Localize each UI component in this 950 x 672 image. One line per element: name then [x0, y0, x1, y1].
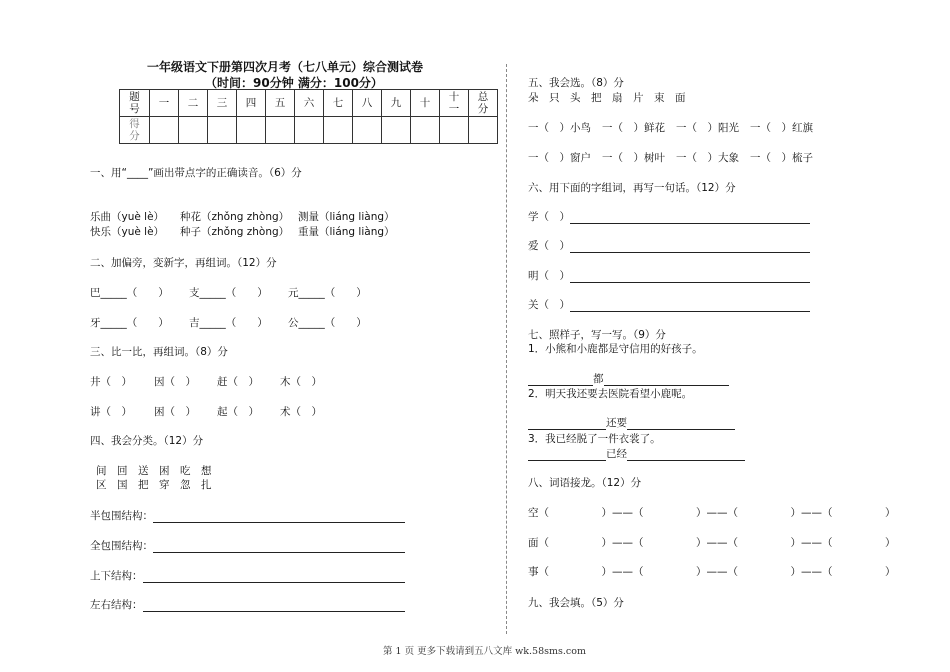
s6-item: [528, 297, 810, 312]
answer-line[interactable]: [570, 282, 810, 283]
s6-item: [528, 268, 810, 283]
table-cell: [440, 90, 469, 117]
s7-example: 2．明天我还要去医院看望小鹿呢。: [528, 388, 693, 400]
table-cell: 七: [324, 90, 353, 117]
s7-fill-row: [528, 415, 735, 430]
table-cell: 九: [382, 90, 411, 117]
section-1-heading: 一、用“____”画出带点字的正确读音。（6）分: [90, 167, 302, 179]
s8-chain-row[interactable]: 事（ ）——（ ）——（ ）——（ ）: [528, 566, 896, 578]
table-cell: 五: [266, 90, 295, 117]
s1-item: 种花（zhǒng zhòng）: [180, 211, 290, 223]
section-7-heading: 七、照样子，写一写。（9）分: [528, 329, 666, 341]
s1-item: 乐曲（yuè lè）: [90, 211, 165, 223]
s3-item[interactable]: 因（ ）: [154, 376, 196, 388]
s6-item-label: 学（ ）: [528, 211, 570, 223]
answer-line[interactable]: [153, 552, 405, 553]
answer-line[interactable]: [627, 429, 735, 430]
table-cell: 三: [208, 90, 237, 117]
s7-fill-word: 还要: [606, 417, 627, 429]
score-cell[interactable]: [237, 117, 266, 144]
table-cell: [120, 117, 150, 144]
answer-line[interactable]: [627, 460, 745, 461]
score-table: [119, 89, 498, 144]
s5-item[interactable]: 一（ ）树叶: [602, 152, 665, 164]
s2-item[interactable]: 元_____（ ）: [288, 287, 367, 299]
s4-category-label: 上下结构：: [90, 570, 143, 582]
s7-fill-row: [528, 371, 729, 386]
s2-item[interactable]: 吉_____（ ）: [189, 317, 268, 329]
s2-item[interactable]: 公_____（ ）: [288, 317, 367, 329]
s3-item[interactable]: 困（ ）: [154, 406, 196, 418]
answer-line[interactable]: [528, 429, 606, 430]
s6-item-label: 明（ ）: [528, 270, 570, 282]
answer-line[interactable]: [143, 582, 405, 583]
s2-item[interactable]: 巴_____（ ）: [90, 287, 169, 299]
s3-item[interactable]: 井（ ）: [90, 376, 132, 388]
s7-fill-word: 都: [593, 373, 604, 385]
s7-fill-word: 已经: [606, 448, 627, 460]
section-4-heading: 四、我会分类。（12）分: [90, 435, 204, 447]
s5-item[interactable]: 一（ ）大象: [676, 152, 739, 164]
score-table-score-row: [120, 117, 498, 144]
s7-example: 3．我已经脱了一件衣裳了。: [528, 433, 661, 445]
s3-item[interactable]: 讲（ ）: [90, 406, 132, 418]
page-footer: 第 1 页 更多下载请到五八文库 wk.58sms.com: [383, 646, 586, 657]
table-cell: 十: [411, 90, 440, 117]
s6-item-label: 爱（ ）: [528, 240, 570, 252]
section-8-heading: 八、词语接龙。（12）分: [528, 477, 642, 489]
s4-category-label: 半包围结构：: [90, 510, 153, 522]
s4-chars-row: 间 回 送 困 吃 想: [96, 465, 212, 477]
s2-item[interactable]: 牙_____（ ）: [90, 317, 169, 329]
table-cell: [469, 90, 498, 117]
column-divider: [506, 64, 507, 634]
cell-text: 得分: [129, 118, 140, 142]
s7-fill-row: [528, 446, 745, 461]
s2-item[interactable]: 支_____（ ）: [189, 287, 268, 299]
s5-item[interactable]: 一（ ）小鸟: [528, 122, 591, 134]
s4-chars-row: 区 国 把 穿 忽 扎: [96, 479, 212, 491]
s3-item[interactable]: 木（ ）: [280, 376, 322, 388]
table-cell: 四: [237, 90, 266, 117]
s1-item: 测量（liáng liàng）: [298, 211, 395, 223]
s4-category-label: 全包围结构：: [90, 540, 153, 552]
table-cell: 八: [353, 90, 382, 117]
s8-chain-row[interactable]: 面（ ）——（ ）——（ ）——（ ）: [528, 537, 896, 549]
section-5-heading: 五、我会选。（8）分: [528, 77, 624, 89]
s6-item-label: 关（ ）: [528, 299, 570, 311]
score-cell[interactable]: [411, 117, 440, 144]
s7-example: 1．小熊和小鹿都是守信用的好孩子。: [528, 343, 703, 355]
s4-category: [90, 597, 405, 612]
s5-item[interactable]: 一（ ）红旗: [750, 122, 813, 134]
score-cell[interactable]: [440, 117, 469, 144]
s5-item[interactable]: 一（ ）鲜花: [602, 122, 665, 134]
answer-line[interactable]: [153, 522, 405, 523]
score-cell[interactable]: [382, 117, 411, 144]
s3-item[interactable]: 赶（ ）: [217, 376, 259, 388]
score-cell[interactable]: [208, 117, 237, 144]
score-cell[interactable]: [150, 117, 179, 144]
s1-item: 种子（zhǒng zhòng）: [180, 226, 290, 238]
cell-text: 题号: [129, 91, 140, 115]
score-cell[interactable]: [179, 117, 208, 144]
answer-line[interactable]: [570, 252, 810, 253]
s3-item[interactable]: 起（ ）: [217, 406, 259, 418]
answer-line[interactable]: [143, 611, 405, 612]
s1-item: 快乐（yuè lè）: [90, 226, 165, 238]
page-title: 一年级语文下册第四次月考（七八单元）综合测试卷: [147, 60, 424, 74]
s4-category: [90, 508, 405, 523]
s6-item: [528, 209, 810, 224]
score-cell[interactable]: [469, 117, 498, 144]
section-2-heading: 二、加偏旁，变新字，再组词。（12）分: [90, 257, 277, 269]
table-cell: [120, 90, 150, 117]
answer-line[interactable]: [528, 460, 606, 461]
section-3-heading: 三、比一比，再组词。（8）分: [90, 346, 228, 358]
s5-item[interactable]: 一（ ）阳光: [676, 122, 739, 134]
answer-line[interactable]: [570, 311, 810, 312]
s4-category: [90, 538, 405, 553]
cell-text: 十一: [448, 91, 460, 115]
cell-text: 总分: [477, 91, 489, 115]
s5-item[interactable]: 一（ ）梳子: [750, 152, 813, 164]
s8-chain-row[interactable]: 空（ ）——（ ）——（ ）——（ ）: [528, 507, 896, 519]
page-subtitle: （时间：90分钟 满分：100分）: [205, 76, 383, 90]
answer-line[interactable]: [570, 223, 810, 224]
s5-item[interactable]: 一（ ）窗户: [528, 152, 591, 164]
score-cell[interactable]: [324, 117, 353, 144]
s3-item[interactable]: 术（ ）: [280, 406, 322, 418]
section-6-heading: 六、用下面的字组词，再写一句话。（12）分: [528, 182, 736, 194]
s4-category-label: 左右结构：: [90, 599, 143, 611]
score-cell[interactable]: [266, 117, 295, 144]
table-cell: 一: [150, 90, 179, 117]
score-cell[interactable]: [295, 117, 324, 144]
s1-item: 重量（liáng liàng）: [298, 226, 395, 238]
s6-item: [528, 238, 810, 253]
section-9-heading: 九、我会填。（5）分: [528, 597, 624, 609]
s4-category: [90, 568, 405, 583]
table-cell: 二: [179, 90, 208, 117]
s5-options: 朵 只 头 把 扇 片 束 面: [528, 92, 686, 104]
table-cell: 六: [295, 90, 324, 117]
score-cell[interactable]: [353, 117, 382, 144]
score-table-header-row: [120, 90, 498, 117]
